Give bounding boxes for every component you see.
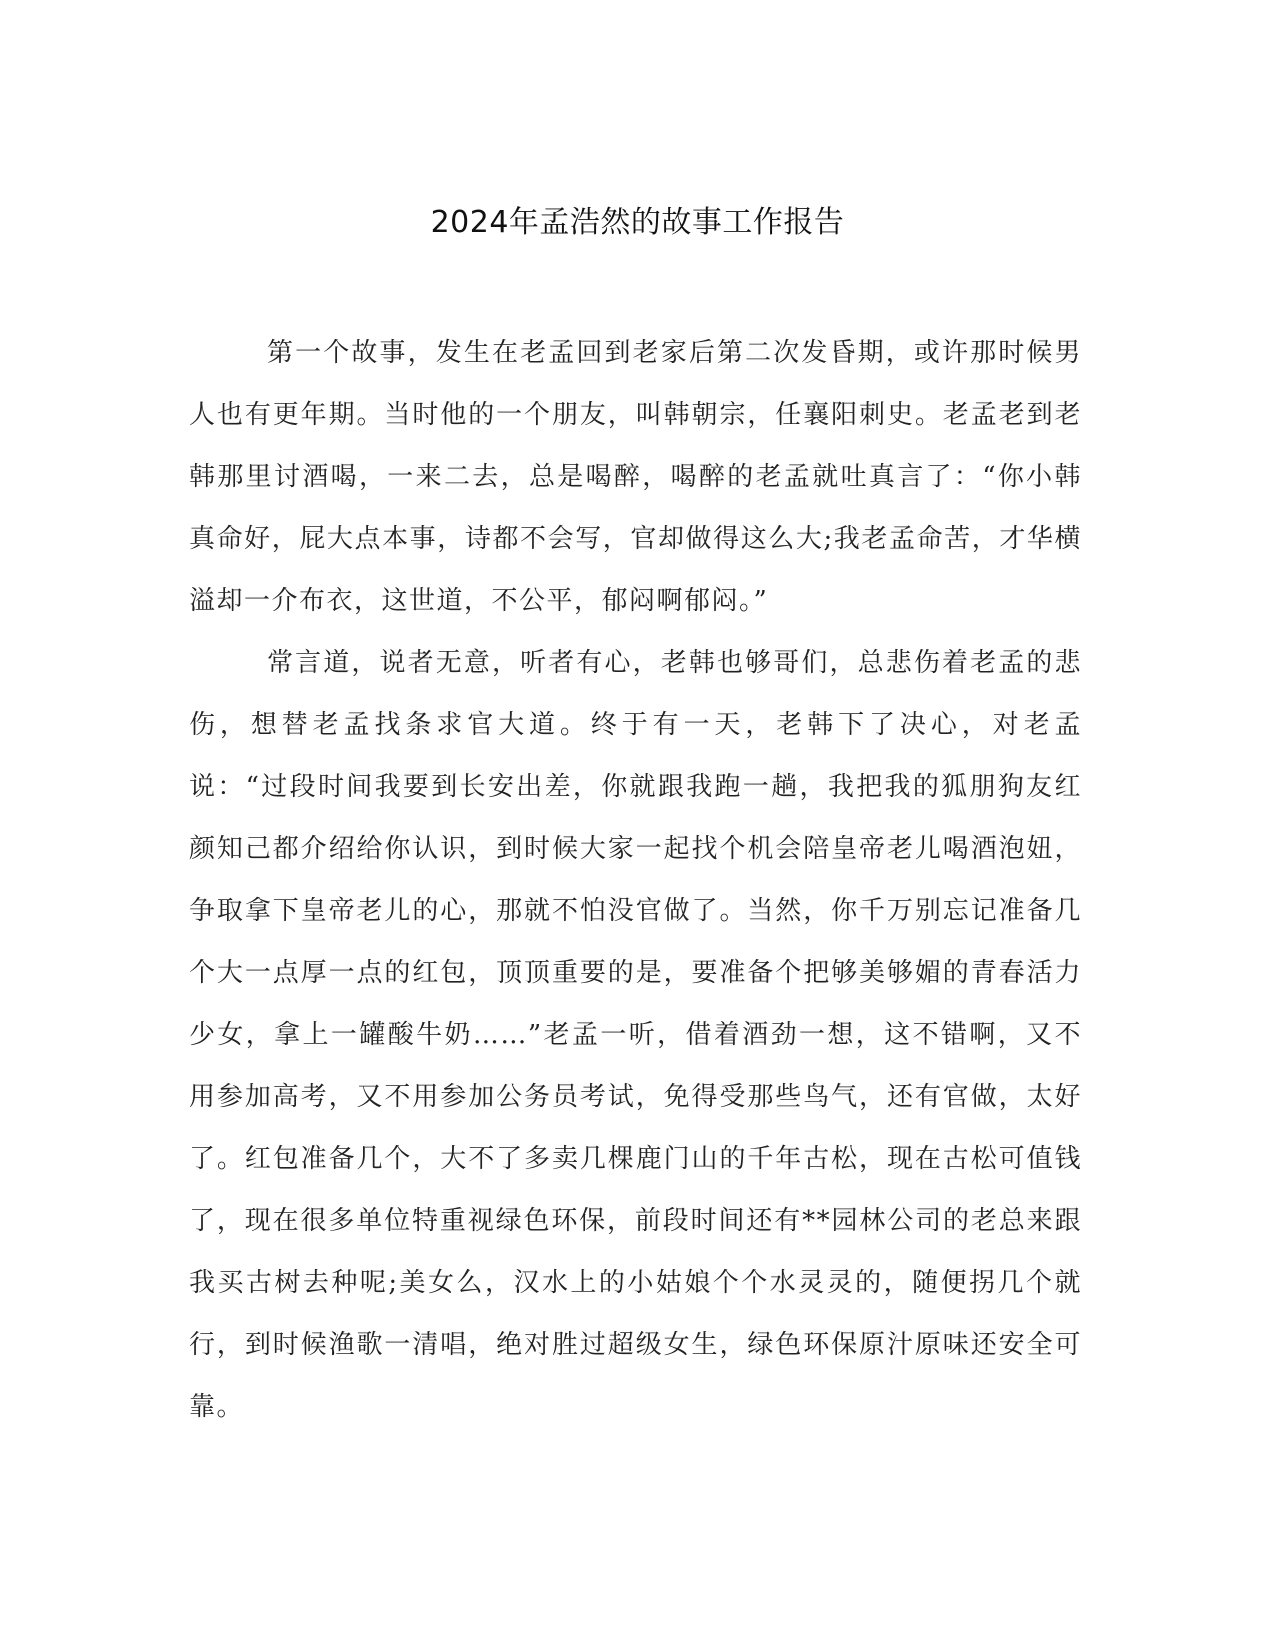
paragraph-2: 常言道，说者无意，听者有心，老韩也够哥们，总悲伤着老孟的悲伤，想替老孟找条求官大道。终于有一天，老韩下了决心，对老孟说：“过段时间我要到长安出差，你就跟我跑一趟，我把我的狐朋狗友红颜知己都介绍给你认识，到时候大家一起找个机会陪皇帝老儿喝酒泡妞，争取拿下皇帝老儿的心，那就不怕没官做了。当然，你千万别忘记准备几个大一点厚一点的红包，顶顶重要的是，要准备个把够美够媚的青春活力少女，拿上一罐酸牛奶……”老孟一听，借着酒劲一想，这不错啊，又不用参加高考，又不用参加公务员考试，免得受那些鸟气，还有官做，太好了。红包准备几个，大不了多卖几棵鹿门山的千年古松，现在古松可值钱了，现在很多单位特重视绿色环保，前段时间还有**园林公司的老总来跟我买古树去种呢;美女么，汉水上的小姑娘个个水灵灵的，随便拐几个就行，到时候渔歌一清唱，绝对胜过超级女生，绿色环保原汁原味还安全可靠。 bbox=[189, 648, 1082, 1422]
paragraph-1: 第一个故事，发生在老孟回到老家后第二次发昏期，或许那时候男人也有更年期。当时他的一个朋友，叫韩朝宗，任襄阳刺史。老孟老到老韩那里讨酒喝，一来二去，总是喝醉，喝醉的老孟就吐真言了：“你小韩真命好，屁大点本事，诗都不会写，官却做得这么大;我老孟命苦，才华横溢却一介布衣，这世道，不公平，郁闷啊郁闷。” bbox=[189, 338, 1082, 616]
document-body bbox=[189, 322, 1082, 1438]
document-title: 2024年孟浩然的故事工作报告 bbox=[430, 205, 845, 240]
